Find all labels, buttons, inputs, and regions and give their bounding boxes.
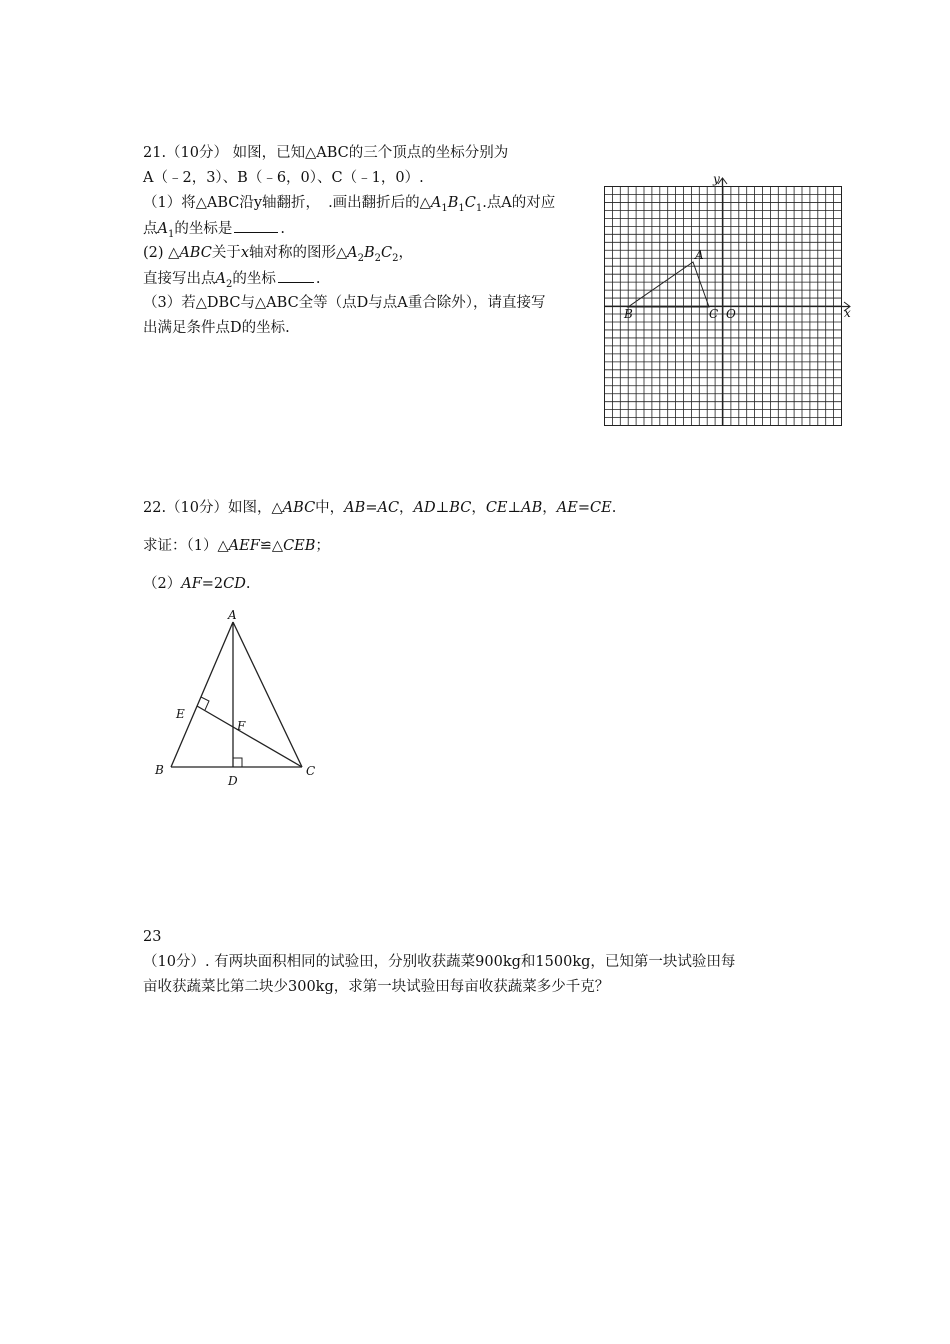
point-a-label: A (695, 248, 704, 262)
q21-line-5: (2) △ABC关于x轴对称的图形$\triangle A_2B_2C_2$， (143, 245, 414, 264)
q21-line-7: （3）若△DBC与△ABC全等（点D与点A重合除外），请直接写 (143, 295, 546, 311)
point-c-label: C (709, 307, 719, 321)
segment-ac (233, 622, 302, 767)
segment-ce (197, 706, 302, 767)
q23-line-1: 23 (143, 929, 162, 945)
q21-line-3: （1）将△ABC沿y轴翻折， .画出翻折后的$\triangle A_1B_1C_1$.点A的对应 (143, 195, 556, 214)
vertex-a-label: A (228, 608, 237, 622)
q21-line-8: 出满足条件点D的坐标. (143, 320, 290, 336)
q22-line-2: 求证：（1）△AEF≌△CEB； (143, 538, 330, 554)
point-f-label: F (237, 719, 246, 733)
segment-ab (171, 622, 233, 767)
x-axis-label: x (844, 306, 851, 320)
q21-line-4: 点$A_1$的坐标是 . (143, 218, 285, 245)
right-angle-e (201, 697, 209, 710)
q21-line-2: A（﹣2，3）、B（﹣6，0）、C（﹣1，0）. (143, 170, 424, 186)
answer-blank (234, 218, 278, 233)
q21-line-6: 直接写出点$A_2$的坐标 . (143, 268, 320, 295)
point-e-label: E (176, 707, 185, 721)
q22-line-3: （2）AF=2CD. (143, 576, 251, 592)
vertex-b-label: B (155, 763, 164, 777)
q21-line-1: 21.（10分） 如图，已知△ABC的三个顶点的坐标分别为 (143, 145, 509, 161)
y-axis-label: y (713, 172, 720, 186)
answer-blank (278, 268, 314, 283)
origin-label: O (726, 307, 736, 321)
vertex-c-label: C (306, 764, 316, 778)
point-d-label: D (228, 774, 238, 788)
q22-line-1: 22.（10分）如图，△ABC中，AB=AC，AD⊥BC，CE⊥AB，AE=CE. (143, 500, 617, 516)
point-b-label: B (624, 307, 633, 321)
q23-line-2: （10分）. 有两块面积相同的试验田，分别收获蔬菜900kg和1500kg，已知第一块试验田每 (143, 954, 736, 970)
triangle-figure (150, 604, 330, 794)
coordinate-grid-figure (604, 172, 854, 428)
right-angle-d (233, 758, 242, 767)
q23-line-3: 亩收获蔬菜比第二块少300kg，求第一块试验田每亩收获蔬菜多少千克？ (143, 979, 610, 995)
triangle-abc (628, 262, 709, 307)
